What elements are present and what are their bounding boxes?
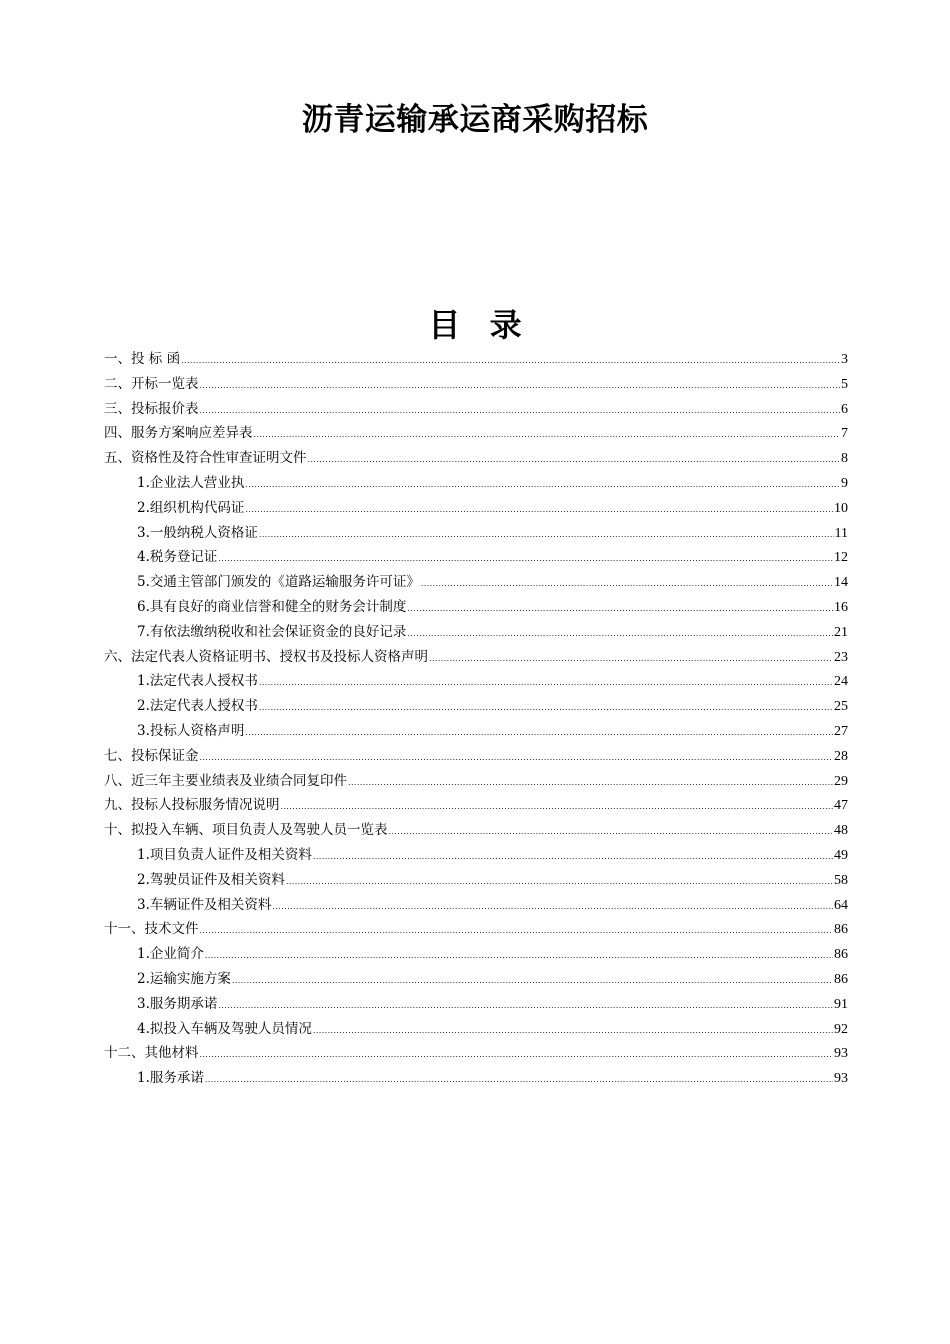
toc-entry[interactable]	[104, 917, 848, 942]
toc-entry-label: 1.企业简介	[137, 946, 204, 963]
toc-entry-label: 四、服务方案响应差异表	[104, 425, 253, 442]
toc-entry-label: 3.车辆证件及相关资料	[137, 896, 272, 913]
toc-dot-leader	[218, 994, 833, 1017]
toc-entry[interactable]	[104, 818, 848, 843]
toc-page-number: 86	[834, 947, 848, 963]
toc-dot-leader	[200, 919, 834, 942]
toc-entry-label: 4.税务登记证	[137, 549, 218, 566]
toc-dot-leader	[272, 895, 833, 918]
toc-entry-label: 三、投标报价表	[104, 400, 199, 417]
toc-entry-label: 2.组织机构代码证	[137, 499, 245, 516]
toc-entry-label: 3.一般纳税人资格证	[137, 524, 258, 541]
toc-entry[interactable]	[104, 645, 848, 670]
toc-entry-label: 七、投标保证金	[104, 747, 199, 764]
toc-page-number: 91	[834, 996, 848, 1012]
toc-page-number: 8	[841, 451, 848, 467]
toc-entry[interactable]	[104, 347, 848, 372]
toc-subentry[interactable]	[104, 545, 848, 570]
toc-entry-label: 1.企业法人营业执	[137, 474, 245, 491]
toc-subentry[interactable]	[104, 893, 848, 918]
toc-entry-label: 5.交通主管部门颁发的《道路运输服务许可证》	[137, 574, 420, 591]
table-of-contents	[104, 347, 848, 1091]
toc-entry-label: 一、投 标 函	[104, 351, 181, 367]
toc-subentry[interactable]	[104, 496, 848, 521]
toc-dot-leader	[421, 572, 833, 595]
toc-entry[interactable]	[104, 446, 848, 471]
toc-page-number: 93	[834, 1071, 848, 1087]
toc-entry-label: 3.服务期承诺	[137, 995, 218, 1012]
toc-subentry[interactable]	[104, 1017, 848, 1042]
toc-subentry[interactable]	[104, 669, 848, 694]
toc-entry-label: 7.有依法缴纳税收和社会保证资金的良好记录	[137, 623, 407, 640]
toc-dot-leader	[205, 1068, 833, 1091]
toc-entry-label: 十一、技术文件	[104, 921, 199, 938]
toc-entry-label: 6.具有良好的商业信誉和健全的财务会计制度	[137, 598, 407, 615]
toc-dot-leader	[308, 448, 841, 471]
toc-entry-label: 五、资格性及符合性审查证明文件	[104, 450, 307, 467]
toc-page-number: 47	[834, 798, 848, 814]
toc-page-number: 9	[841, 475, 848, 491]
toc-page-number: 6	[841, 401, 848, 417]
toc-page-number: 23	[834, 649, 848, 665]
toc-entry[interactable]	[104, 744, 848, 769]
toc-subentry[interactable]	[104, 719, 848, 744]
toc-dot-leader	[259, 696, 833, 719]
toc-page-number: 64	[834, 897, 848, 913]
toc-dot-leader	[245, 473, 840, 496]
toc-page-number: 24	[834, 674, 848, 690]
toc-page-number: 5	[841, 376, 848, 392]
document-title: 沥青运输承运商采购招标	[301, 101, 649, 138]
toc-dot-leader	[429, 647, 833, 670]
toc-subentry[interactable]	[104, 694, 848, 719]
toc-entry[interactable]	[104, 421, 848, 446]
toc-entry-label: 2.驾驶员证件及相关资料	[137, 871, 285, 888]
toc-page-number: 3	[841, 352, 848, 367]
toc-dot-leader	[181, 349, 840, 372]
toc-page-number: 27	[834, 723, 848, 739]
toc-dot-leader	[286, 870, 833, 893]
toc-page-number: 28	[834, 748, 848, 764]
toc-entry-label: 二、开标一览表	[104, 375, 199, 392]
toc-entry-label: 4.拟投入车辆及驾驶人员情况	[137, 1020, 312, 1037]
toc-page-number: 7	[841, 426, 848, 442]
toc-page-number: 14	[834, 575, 848, 591]
toc-page-number: 16	[834, 599, 848, 615]
toc-dot-leader	[200, 1043, 834, 1066]
toc-subentry[interactable]	[104, 992, 848, 1017]
toc-page-number: 86	[834, 922, 848, 938]
toc-page-number: 49	[834, 847, 848, 863]
toc-dot-leader	[259, 671, 833, 694]
toc-entry-label: 1.法定代表人授权书	[137, 673, 258, 690]
toc-subentry[interactable]	[104, 570, 848, 595]
toc-subentry[interactable]	[104, 942, 848, 967]
toc-dot-leader	[281, 795, 834, 818]
toc-dot-leader	[200, 746, 834, 769]
toc-subentry[interactable]	[104, 967, 848, 992]
toc-dot-leader	[407, 597, 833, 620]
toc-page-number: 12	[834, 550, 848, 566]
toc-subentry[interactable]	[104, 843, 848, 868]
toc-subentry[interactable]	[104, 595, 848, 620]
toc-page-number: 25	[834, 699, 848, 715]
toc-entry-label: 1.服务承诺	[137, 1070, 204, 1087]
toc-dot-leader	[245, 721, 833, 744]
toc-entry-label: 十二、其他材料	[104, 1045, 199, 1062]
toc-page-number: 93	[834, 1046, 848, 1062]
toc-page-number: 86	[834, 971, 848, 987]
toc-entry[interactable]	[104, 397, 848, 422]
toc-dot-leader	[389, 820, 834, 843]
toc-dot-leader	[232, 969, 833, 992]
toc-dot-leader	[313, 845, 833, 868]
toc-entry-label: 八、近三年主要业绩表及业绩合同复印件	[104, 772, 347, 789]
toc-entry-label: 十、拟投入车辆、项目负责人及驾驶人员一览表	[104, 822, 388, 839]
toc-entry-label: 1.项目负责人证件及相关资料	[137, 846, 312, 863]
toc-dot-leader	[259, 523, 834, 546]
toc-entry-label: 九、投标人投标服务情况说明	[104, 797, 280, 814]
toc-dot-leader	[407, 622, 833, 645]
toc-heading: 目 录	[428, 305, 522, 344]
toc-page-number: 11	[834, 525, 848, 541]
toc-page-number: 58	[834, 872, 848, 888]
toc-entry[interactable]	[104, 793, 848, 818]
toc-page-number: 29	[834, 773, 848, 789]
toc-dot-leader	[348, 771, 833, 794]
toc-page-number: 21	[834, 624, 848, 640]
toc-dot-leader	[200, 399, 841, 422]
toc-entry-label: 六、法定代表人资格证明书、授权书及投标人资格声明	[104, 648, 428, 665]
toc-subentry[interactable]	[104, 471, 848, 496]
toc-subentry[interactable]	[104, 521, 848, 546]
toc-dot-leader	[254, 423, 841, 446]
toc-dot-leader	[218, 547, 833, 570]
toc-entry[interactable]	[104, 372, 848, 397]
toc-page-number: 48	[834, 823, 848, 839]
toc-page-number: 10	[834, 500, 848, 516]
toc-entry-label: 3.投标人资格声明	[137, 722, 245, 739]
toc-dot-leader	[200, 374, 841, 397]
toc-entry[interactable]	[104, 769, 848, 794]
toc-dot-leader	[313, 1019, 833, 1042]
toc-subentry[interactable]	[104, 620, 848, 645]
toc-entry-label: 2.法定代表人授权书	[137, 698, 258, 715]
toc-entry-label: 2.运输实施方案	[137, 970, 231, 987]
toc-subentry[interactable]	[104, 1066, 848, 1091]
toc-entry[interactable]	[104, 1041, 848, 1066]
toc-page-number: 92	[834, 1021, 848, 1037]
toc-subentry[interactable]	[104, 868, 848, 893]
toc-dot-leader	[205, 944, 833, 967]
toc-dot-leader	[245, 498, 833, 521]
